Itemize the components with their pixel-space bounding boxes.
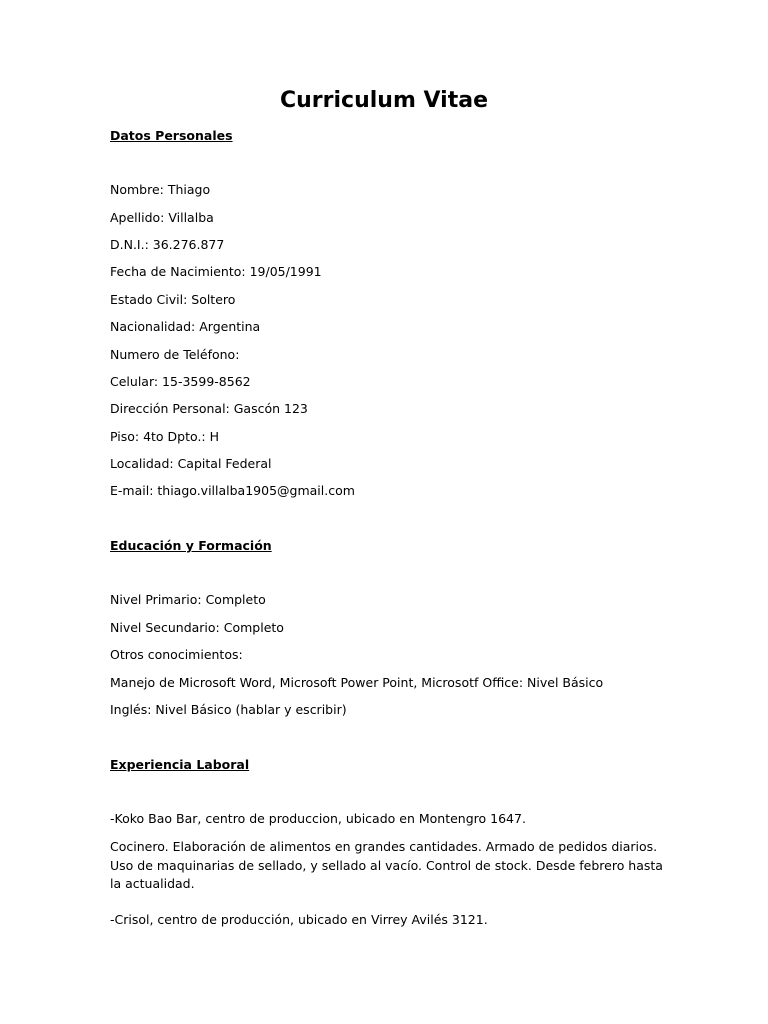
education-office-skills: Manejo de Microsoft Word, Microsoft Power Point, Microsotf Office: Nivel Básico bbox=[110, 675, 604, 690]
section-heading-personal: Datos Personales bbox=[110, 128, 233, 143]
personal-surname: Apellido: Villalba bbox=[110, 210, 214, 225]
personal-phone: Numero de Teléfono: bbox=[110, 347, 240, 362]
section-heading-education: Educación y Formación bbox=[110, 538, 272, 553]
personal-address: Dirección Personal: Gascón 123 bbox=[110, 401, 308, 416]
section-heading-experience: Experiencia Laboral bbox=[110, 757, 250, 772]
personal-nationality: Nacionalidad: Argentina bbox=[110, 319, 261, 334]
education-other: Otros conocimientos: bbox=[110, 647, 243, 662]
personal-dni: D.N.I.: 36.276.877 bbox=[110, 237, 225, 252]
job2-place: -Crisol, centro de producción, ubicado en Virrey Avilés 3121. bbox=[110, 912, 488, 927]
education-english: Inglés: Nivel Básico (hablar y escribir) bbox=[110, 702, 347, 717]
personal-floor: Piso: 4to Dpto.: H bbox=[110, 429, 220, 444]
personal-name: Nombre: Thiago bbox=[110, 182, 211, 197]
personal-birthdate: Fecha de Nacimiento: 19/05/1991 bbox=[110, 264, 322, 279]
document-title: Curriculum Vitae bbox=[279, 88, 488, 113]
job1-place: -Koko Bao Bar, centro de produccion, ubicado en Montengro 1647. bbox=[110, 811, 526, 826]
education-secondary: Nivel Secundario: Completo bbox=[110, 620, 284, 635]
job1-description: Cocinero. Elaboración de alimentos en grandes cantidades. Armado de pedidos diarios. Uso de maquinarias de sellado, y sellado al vacío. Control de stock. Desde febrero hasta la actualidad. bbox=[110, 839, 663, 891]
personal-mobile: Celular: 15-3599-8562 bbox=[110, 374, 251, 389]
education-primary: Nivel Primario: Completo bbox=[110, 592, 266, 607]
personal-email: E-mail: thiago.villalba1905@gmail.com bbox=[110, 483, 355, 498]
personal-civil-status: Estado Civil: Soltero bbox=[110, 292, 236, 307]
personal-locality: Localidad: Capital Federal bbox=[110, 456, 272, 471]
